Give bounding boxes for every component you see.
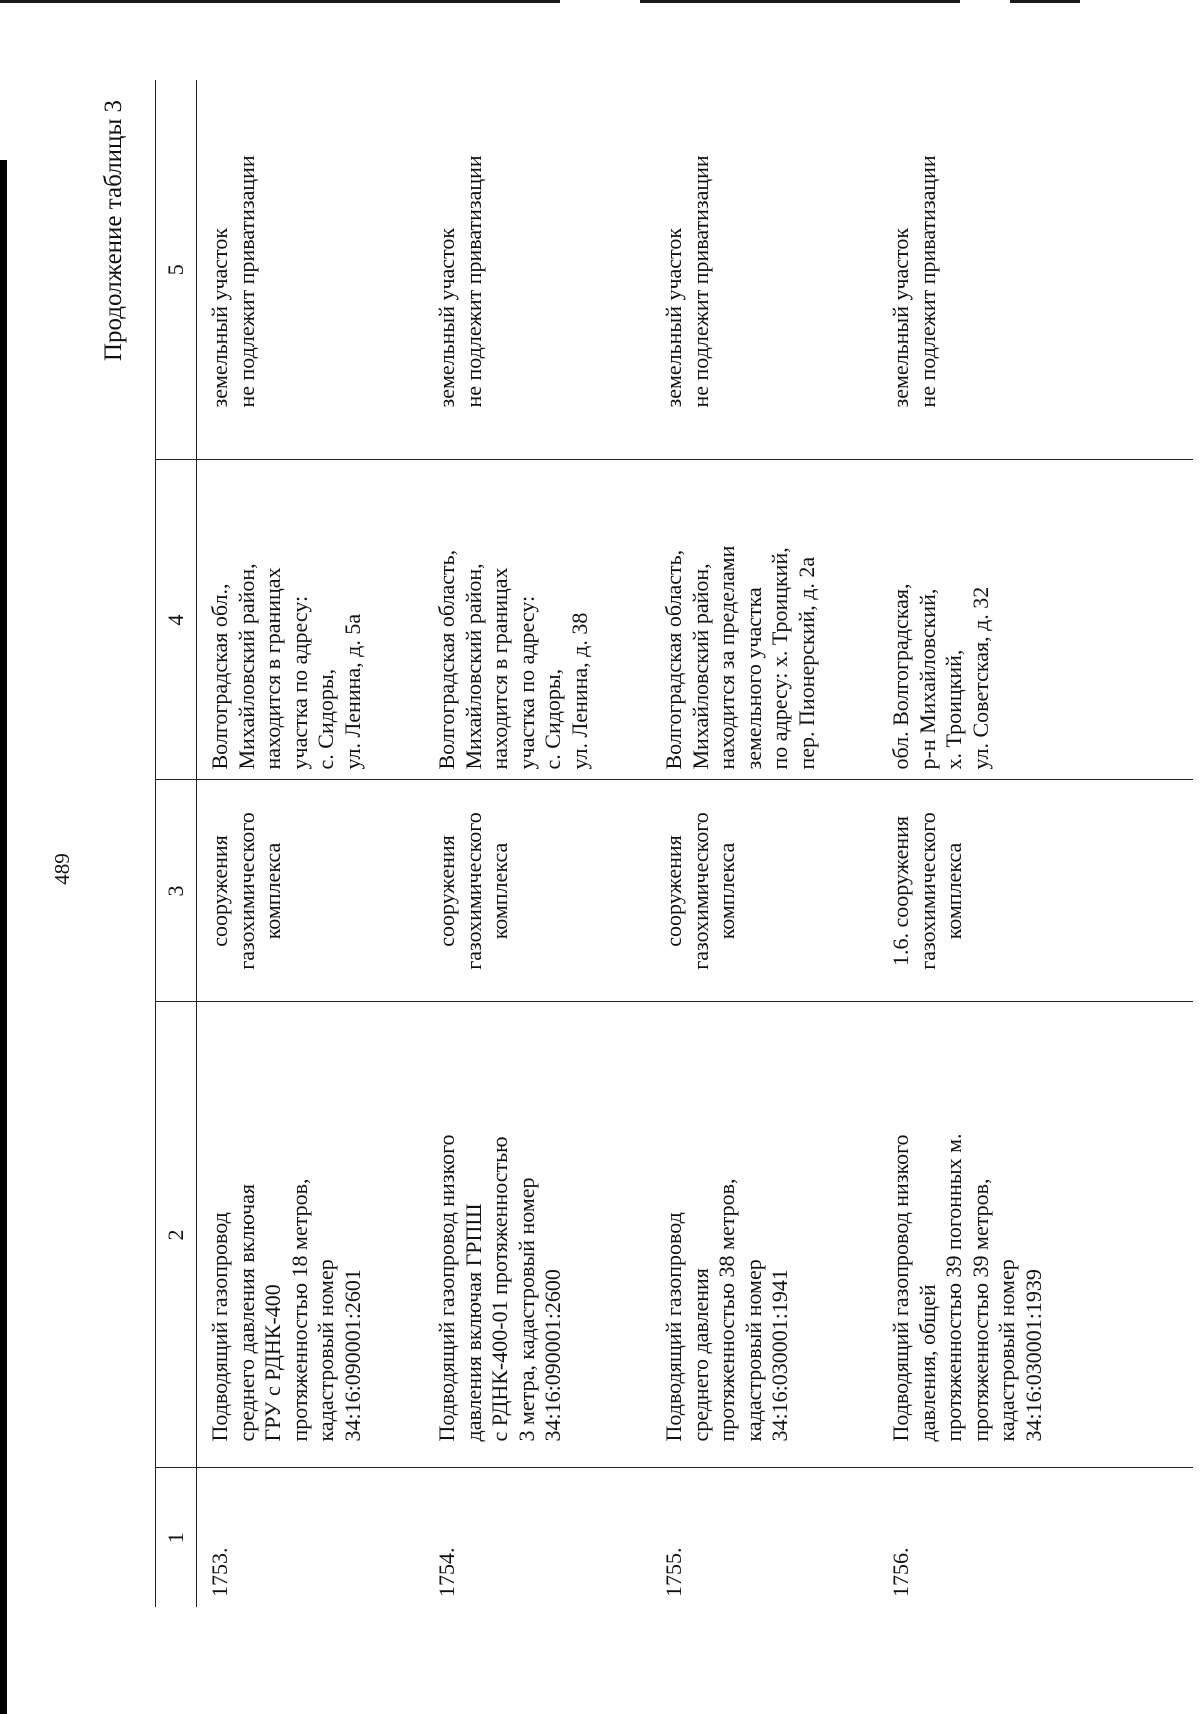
row-number: 1753. [207, 1547, 232, 1597]
text-line: с. Сидоры, [313, 668, 339, 770]
text-line: сооружения [207, 835, 232, 947]
text-line: с. Сидоры, [540, 668, 566, 770]
text-line: земельный участок [207, 227, 232, 408]
object-type [651, 780, 878, 1002]
property-table [155, 80, 1193, 1607]
text-line: не подлежит приватизации [233, 155, 259, 408]
text-line: земельный участок [434, 227, 459, 408]
text-line: Михайловский район, [687, 563, 713, 770]
text-line: 34:16:090001:2600 [540, 1269, 566, 1442]
text-line: давления, общей [914, 1284, 940, 1442]
text-line: находится в границах [260, 567, 286, 770]
text-line: 34:16:030001:1941 [767, 1269, 793, 1442]
text-line: комплекса [487, 842, 513, 940]
object-remark [197, 80, 425, 460]
text-line: газохимического [914, 812, 940, 970]
row-number: 1754. [434, 1547, 459, 1597]
text-line: газохимического [233, 812, 259, 970]
text-line: ул. Ленина, д. 5а [339, 613, 365, 770]
text-line: среднего давления [687, 1268, 713, 1442]
text-line: комплекса [941, 842, 967, 940]
text-line: не подлежит приватизации [914, 155, 940, 408]
text-line: 34:16:090001:2601 [339, 1269, 365, 1442]
column-header: 4 [156, 460, 197, 780]
text-line: среднего давления включая [233, 1183, 259, 1442]
text-line: р-н Михайловский, [914, 588, 940, 770]
text-line: комплекса [714, 842, 740, 940]
text-line: Волгоградская область, [434, 549, 459, 770]
text-line: протяженностью 38 метров, [714, 1178, 740, 1442]
text-line: Подводящий газопровод низкого [888, 1134, 913, 1442]
text-line: газохимического [460, 812, 486, 970]
object-description [651, 1002, 878, 1468]
text-line: Волгоградская обл., [207, 583, 232, 770]
column-header: 1 [156, 1468, 197, 1607]
text-line: Подводящий газопровод низкого [434, 1134, 459, 1442]
text-line: протяженностью 39 погонных м. [941, 1133, 967, 1442]
row-number: 1755. [661, 1547, 686, 1597]
table-row [651, 80, 878, 1607]
text-line: обл. Волгоградская, [888, 583, 913, 770]
text-line: протяженностью 39 метров, [967, 1178, 993, 1442]
text-line: земельный участок [888, 227, 913, 408]
object-remark [651, 80, 878, 460]
column-header: 2 [156, 1002, 197, 1468]
text-line: не подлежит приватизации [687, 155, 713, 408]
text-line: ул. Ленина, д. 38 [566, 612, 592, 770]
text-line: Подводящий газопровод [207, 1212, 232, 1442]
text-line: земельного участка [740, 587, 766, 770]
text-line: кадастровый номер [313, 1259, 339, 1442]
object-address [878, 460, 1193, 780]
column-header: 3 [156, 780, 197, 1002]
object-remark [878, 80, 1193, 460]
object-description [197, 1002, 425, 1468]
object-description [424, 1002, 651, 1468]
text-line: находится в границах [487, 567, 513, 770]
text-line: пер. Пионерский, д. 2а [793, 556, 819, 770]
text-line: х. Троицкий, [941, 649, 967, 770]
text-line: ул. Советская, д. 32 [967, 586, 993, 770]
text-line: кадастровый номер [994, 1259, 1020, 1442]
text-line: участка по адресу: [513, 595, 539, 770]
text-line: сооружения [434, 835, 459, 947]
object-type [878, 780, 1193, 1002]
text-line: не подлежит приватизации [460, 155, 486, 408]
text-line: с РДНК-400-01 протяженностью [487, 1136, 513, 1442]
text-line: кадастровый номер [740, 1259, 766, 1442]
table-row [878, 80, 1193, 1607]
table-row [197, 80, 425, 1607]
object-description [878, 1002, 1193, 1468]
text-line: давления включая ГРПШ [460, 1203, 486, 1442]
text-line: участка по адресу: [286, 595, 312, 770]
text-line: сооружения [661, 835, 686, 947]
text-line: земельный участок [661, 227, 686, 408]
text-line: Волгоградская область, [661, 549, 686, 770]
table-continuation-label: Продолжение таблицы 3 [100, 100, 127, 362]
text-line: Подводящий газопровод [661, 1212, 686, 1442]
text-line: Михайловский район, [233, 563, 259, 770]
header-row [156, 80, 197, 1607]
object-address [424, 460, 651, 780]
text-line: по адресу: х. Троицкий, [767, 547, 793, 770]
text-line: ГРУ с РДНК-400 [260, 1284, 286, 1442]
page-number: 489 [50, 853, 74, 885]
text-line: газохимического [687, 812, 713, 970]
text-line: 3 метра, кадастровый номер [513, 1177, 539, 1442]
table-row [424, 80, 651, 1607]
text-line: 34:16:030001:1939 [1020, 1269, 1046, 1442]
text-line: Михайловский район, [460, 563, 486, 770]
object-address [651, 460, 878, 780]
text-line: находится за пределами [714, 545, 740, 770]
object-type [197, 780, 425, 1002]
object-type [424, 780, 651, 1002]
object-remark [424, 80, 651, 460]
column-header: 5 [156, 80, 197, 460]
object-address [197, 460, 425, 780]
row-number: 1756. [888, 1547, 913, 1597]
text-line: комплекса [260, 842, 286, 940]
text-line: 1.6. сооружения [888, 815, 913, 967]
text-line: протяженностью 18 метров, [286, 1178, 312, 1442]
